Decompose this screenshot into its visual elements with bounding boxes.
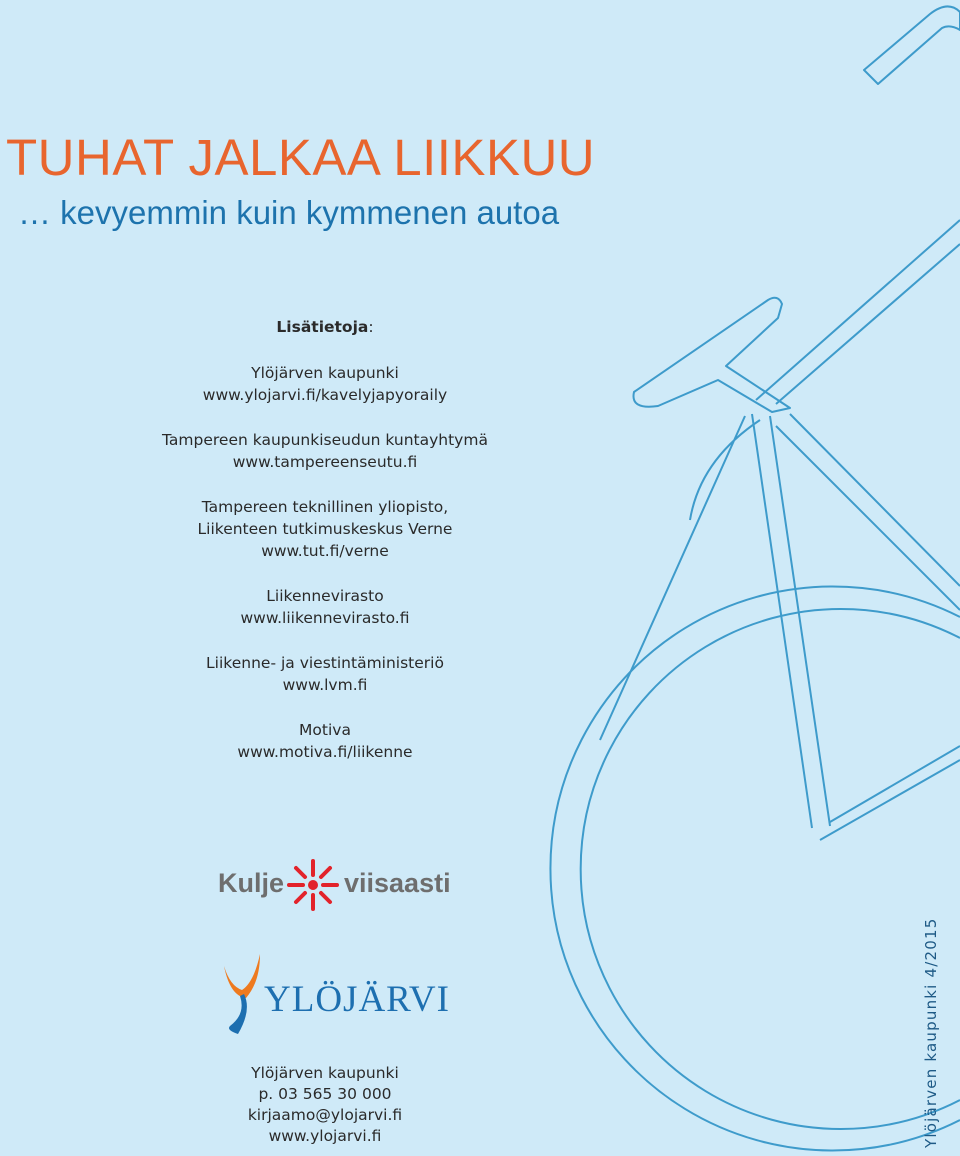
seat-stay-outline <box>600 416 760 740</box>
info-link[interactable]: www.motiva.fi/liikenne <box>237 743 413 761</box>
info-org-name: Liikenne- ja viestintäministeriö <box>206 654 444 672</box>
ylojarvi-wordmark: YLÖJÄRVI <box>264 979 450 1020</box>
contact-website[interactable]: www.ylojarvi.fi <box>268 1127 382 1145</box>
info-heading-label: Lisätietoja <box>276 318 369 336</box>
info-org-name: Ylöjärven kaupunki <box>251 364 399 382</box>
top-tube-outline <box>756 220 960 404</box>
info-heading-suffix: : <box>368 318 374 336</box>
info-group-tampereenseutu <box>125 429 525 473</box>
contact-org-name: Ylöjärven kaupunki <box>251 1064 399 1082</box>
info-group-liikennevirasto <box>125 585 525 629</box>
info-link[interactable]: www.ylojarvi.fi/kavelyjapyoraily <box>202 386 448 404</box>
page-title: TUHAT JALKAA LIIKKUU <box>6 129 596 186</box>
chain-stay-outline <box>820 746 960 840</box>
info-section <box>125 316 525 786</box>
info-group-lvm <box>125 652 525 696</box>
info-link[interactable]: www.tut.fi/verne <box>261 542 389 560</box>
saddle-outline <box>634 298 791 412</box>
info-org-name: Liikennevirasto <box>266 587 384 605</box>
kulje-logo-word: Kulje <box>218 868 285 898</box>
contact-phone[interactable]: p. 03 565 30 000 <box>258 1085 392 1103</box>
info-link[interactable]: www.tampereenseutu.fi <box>232 453 418 471</box>
info-group-tut <box>125 496 525 562</box>
contact-email[interactable]: kirjaamo@ylojarvi.fi <box>247 1106 403 1124</box>
publication-note-vertical: Ylöjärven kaupunki 4/2015 <box>922 917 940 1148</box>
info-link[interactable]: www.liikennevirasto.fi <box>240 609 410 627</box>
down-tube-outline <box>776 414 960 610</box>
info-group-ylojarvi <box>125 362 525 406</box>
info-heading <box>125 316 525 338</box>
info-org-name: Liikenteen tutkimuskeskus Verne <box>197 520 453 538</box>
info-org-name: Tampereen teknillinen yliopisto, <box>201 498 449 516</box>
handlebar-outline <box>864 6 960 84</box>
kulje-viisaasti-logo <box>218 858 458 910</box>
rear-wheel-outline <box>550 587 960 1151</box>
viisaasti-logo-word: viisaasti <box>344 868 451 898</box>
info-org-name: Tampereen kaupunkiseudun kuntayhtymä <box>162 431 488 449</box>
kulje-viisaasti-sun-icon <box>286 858 340 912</box>
ylojarvi-logo <box>220 952 450 1038</box>
info-link[interactable]: www.lvm.fi <box>282 676 368 694</box>
contact-section <box>200 1063 450 1147</box>
page-subtitle: … kevyemmin kuin kymmenen autoa <box>18 194 560 231</box>
info-group-motiva <box>125 719 525 763</box>
info-org-name: Motiva <box>299 721 351 739</box>
